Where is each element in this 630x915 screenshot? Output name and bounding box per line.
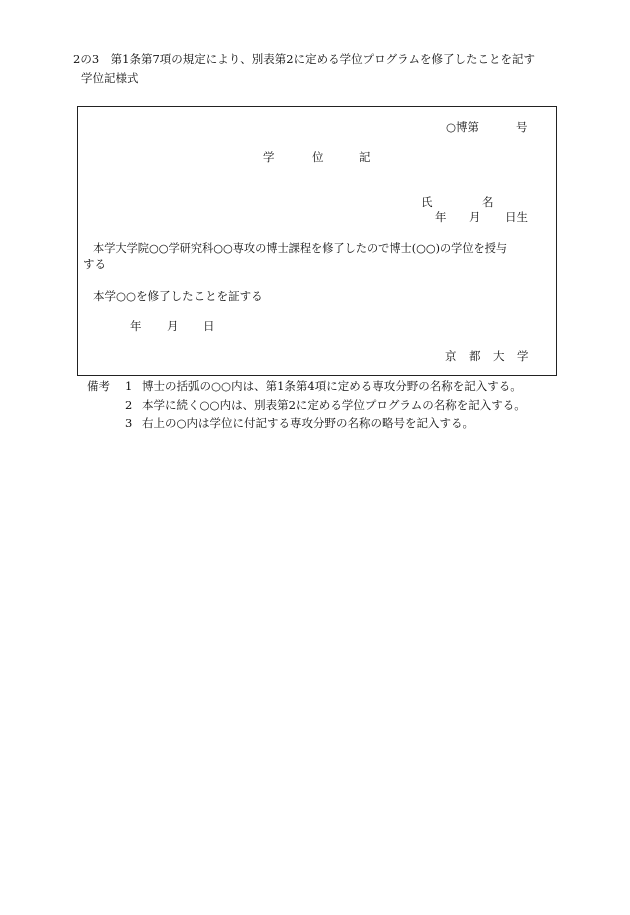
certificate-number-prefix: ○博第 <box>446 120 480 134</box>
issue-day-label: 日 <box>203 319 215 333</box>
certificate-title-char-3: 記 <box>359 150 371 164</box>
birth-year-label: 年 <box>435 210 447 224</box>
university-char-2: 都 <box>469 349 481 363</box>
university-char-3: 大 <box>493 349 505 363</box>
note-3-number: 3 <box>125 416 133 430</box>
note-1-text: 博士の括弧の○○内は、第1条第4項に定める専攻分野の名称を記入する。 <box>142 379 522 393</box>
university-char-4: 学 <box>517 349 529 363</box>
note-2-text: 本学に続く○○内は、別表第2に定める学位プログラムの名称を記入する。 <box>142 398 526 412</box>
note-3-text: 右上の○内は学位に付記する専攻分野の名称の略号を記入する。 <box>142 416 475 430</box>
certificate-body-line-1: 本学大学院○○学研究科○○専攻の博士課程を修了したので博士(○○)の学位を授与 <box>93 242 508 255</box>
certificate-number-suffix: 号 <box>516 120 528 134</box>
certificate-body-line-2: する <box>83 257 106 271</box>
notes-label: 備考 <box>87 379 110 393</box>
certificate-frame <box>77 106 557 376</box>
birth-day-label: 日生 <box>505 210 528 224</box>
certificate-title-char-1: 学 <box>263 150 275 164</box>
form-heading: 2の3 第1条第7項の規定により、別表第2に定める学位プログラムを修了したことを記す <box>73 52 535 66</box>
form-subtitle: 学位記様式 <box>81 71 139 85</box>
name-label-1: 氏 <box>421 195 433 209</box>
certificate-body-line-3: 本学○○を修了したことを証する <box>93 289 263 303</box>
birth-month-label: 月 <box>469 210 481 224</box>
note-2-number: 2 <box>125 398 133 412</box>
university-char-1: 京 <box>445 349 457 363</box>
note-1-number: 1 <box>125 379 133 393</box>
issue-year-label: 年 <box>130 319 142 333</box>
issue-month-label: 月 <box>167 319 179 333</box>
name-label-2: 名 <box>482 195 494 209</box>
certificate-title-char-2: 位 <box>312 150 324 164</box>
